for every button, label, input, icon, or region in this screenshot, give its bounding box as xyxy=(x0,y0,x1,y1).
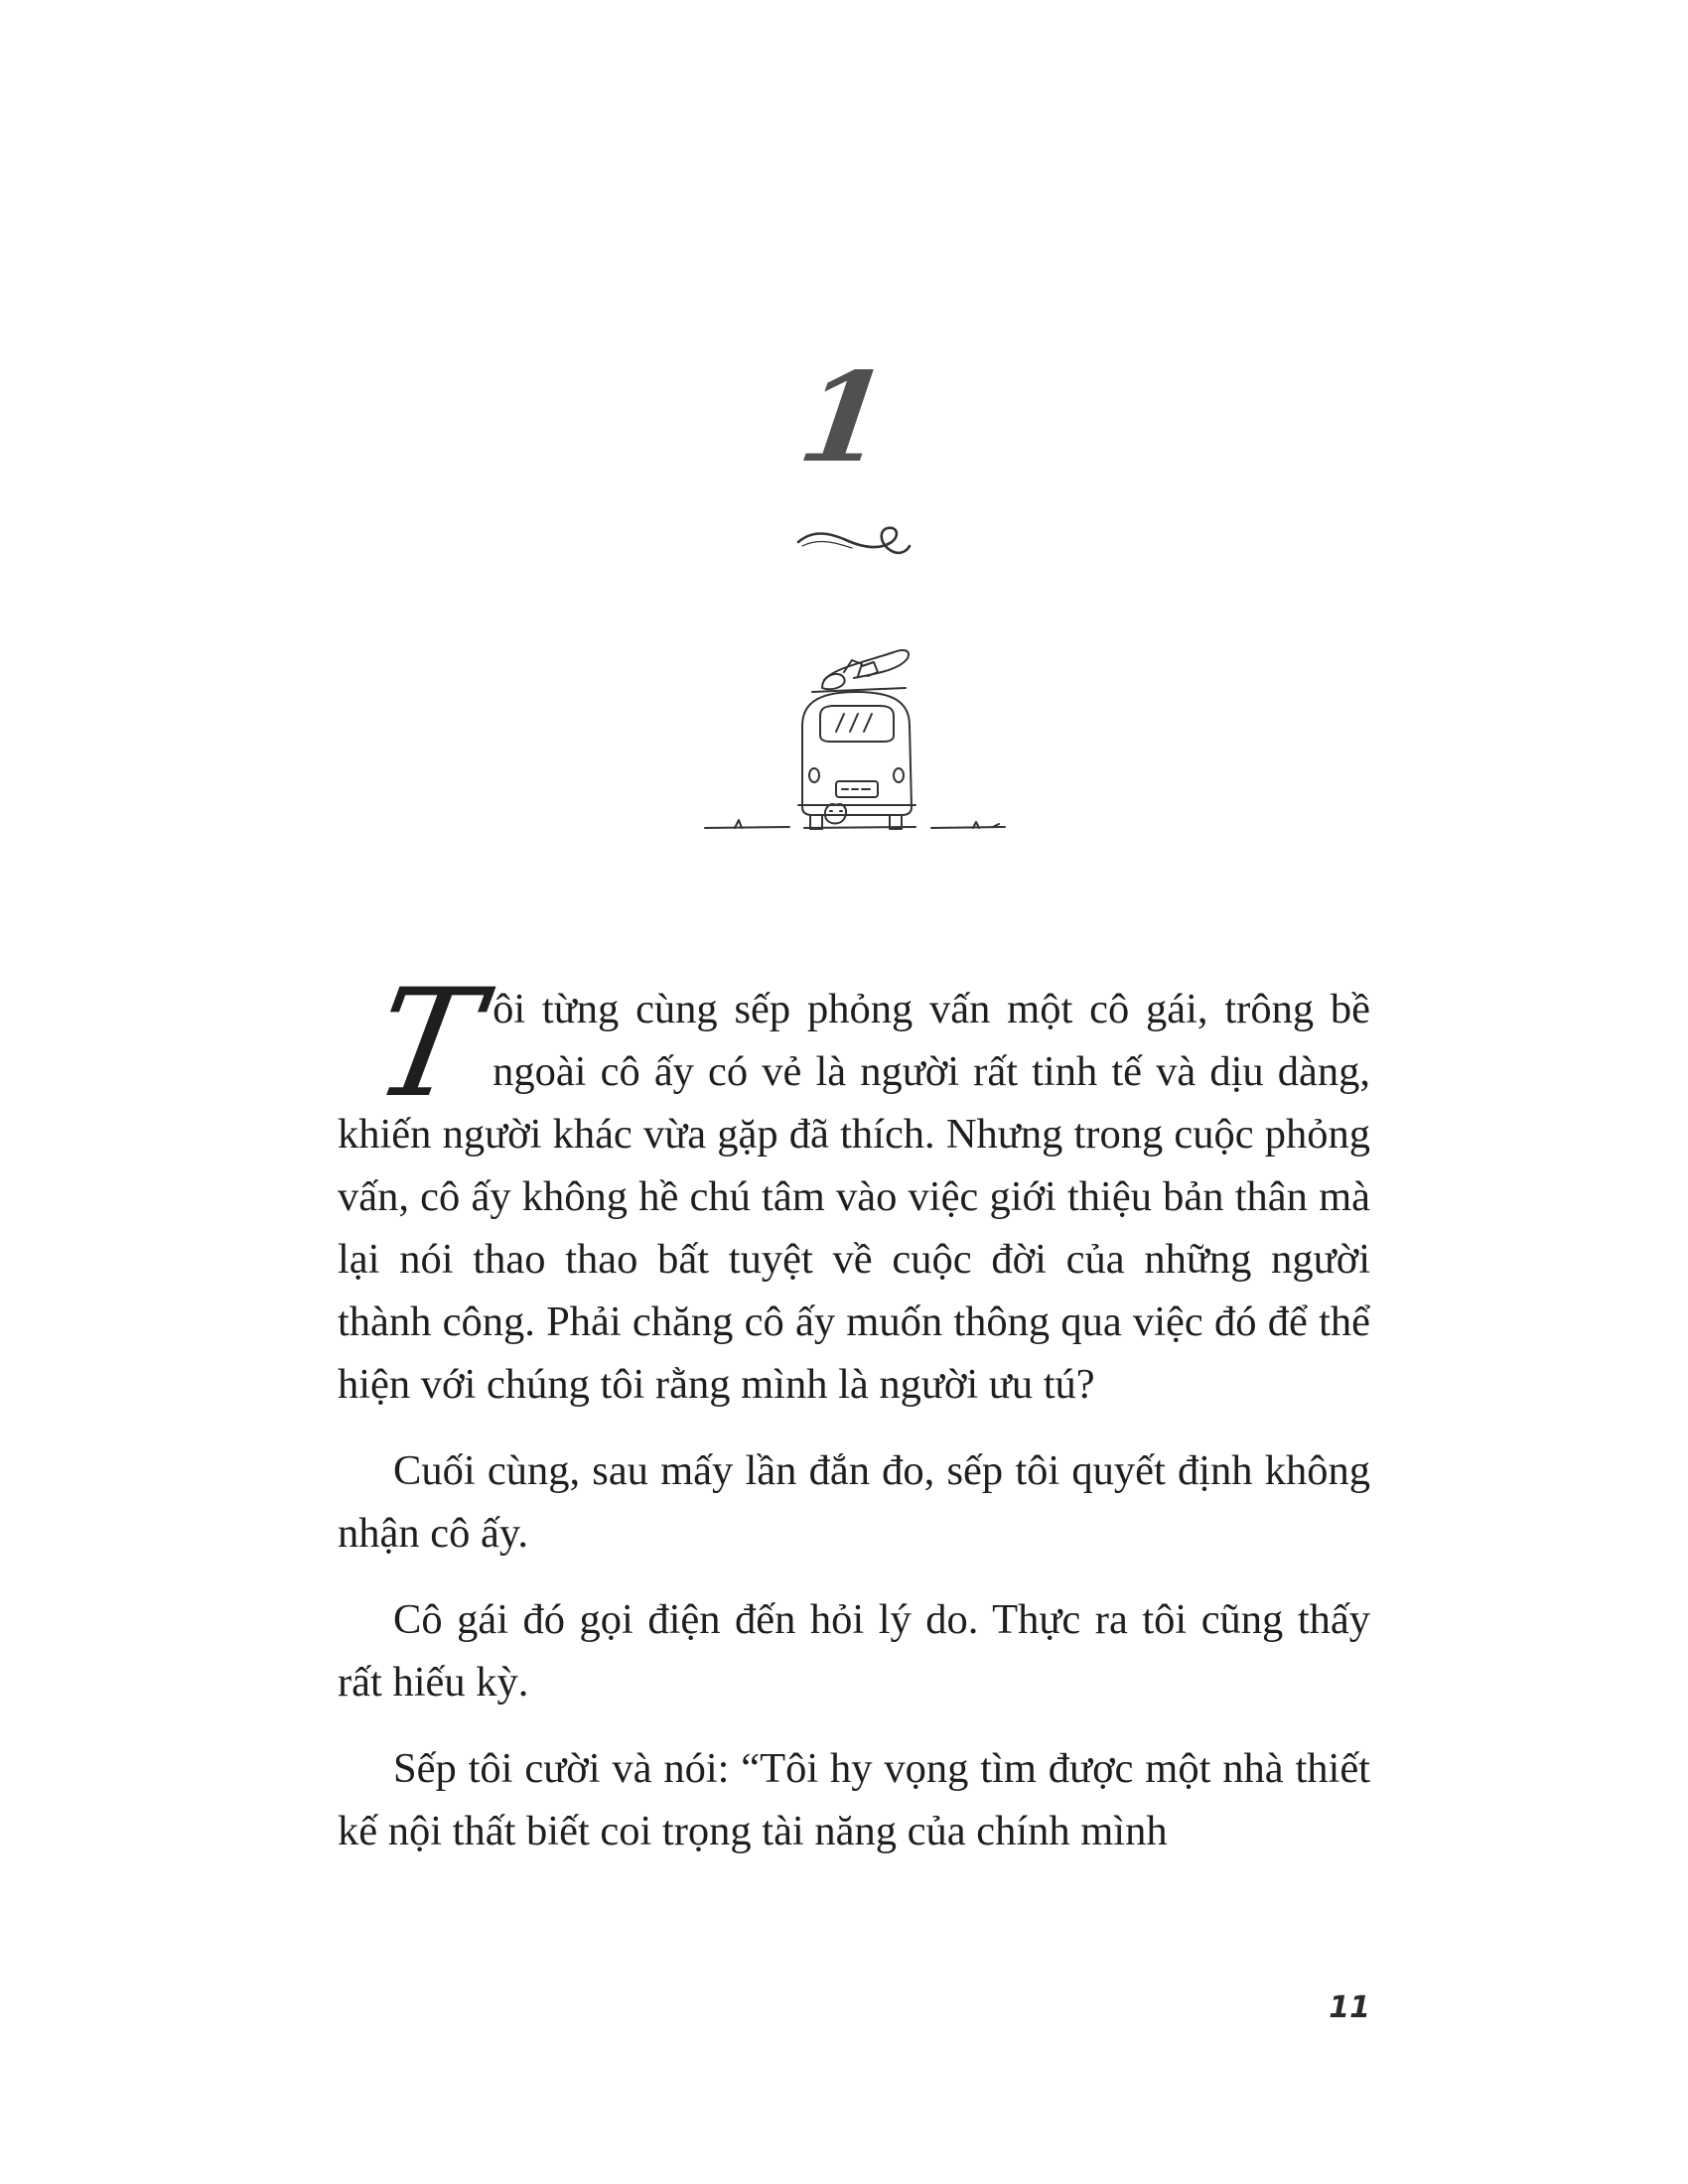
chapter-number: 1 xyxy=(790,346,898,490)
page-number: 11 xyxy=(1329,1990,1370,2025)
paragraph-1 xyxy=(338,958,1370,1416)
paragraph-4: Sếp tôi cười và nói: “Tôi hy vọng tìm được một nhà thiết kế nội thất biết coi trọng tài năng của chính mình xyxy=(338,1745,1370,1854)
paragraph-3: Cô gái đó gọi điện đến hỏi lý do. Thực ra tôi cũng thấy rất hiếu kỳ. xyxy=(338,1596,1370,1706)
paragraph-2: Cuối cùng, sau mấy lần đắn đo, sếp tôi quyết định không nhận cô ấy. xyxy=(338,1447,1370,1557)
drop-cap: T xyxy=(361,958,492,1131)
van-with-luggage-illustration xyxy=(695,630,1013,844)
paragraph-1-text: ôi từng cùng sếp phỏng vấn một cô gái, trông bề ngoài cô ấy có vẻ là người rất tinh tế và dịu dàng, khiến người khác vừa gặp đã thích. Nhưng trong cuộc phỏng vấn, cô ấy không hề chú tâm vào việc giới thiệu bản thân mà lại nói thao thao bất tuyệt về cuộc đời của những người thành công. Phải chăng cô ấy muốn thông qua việc đó để thể hiện với chúng tôi rằng mình là người ưu tú? xyxy=(338,986,1370,1408)
swash-ornament-icon xyxy=(794,516,912,560)
body-text xyxy=(338,958,1370,1886)
